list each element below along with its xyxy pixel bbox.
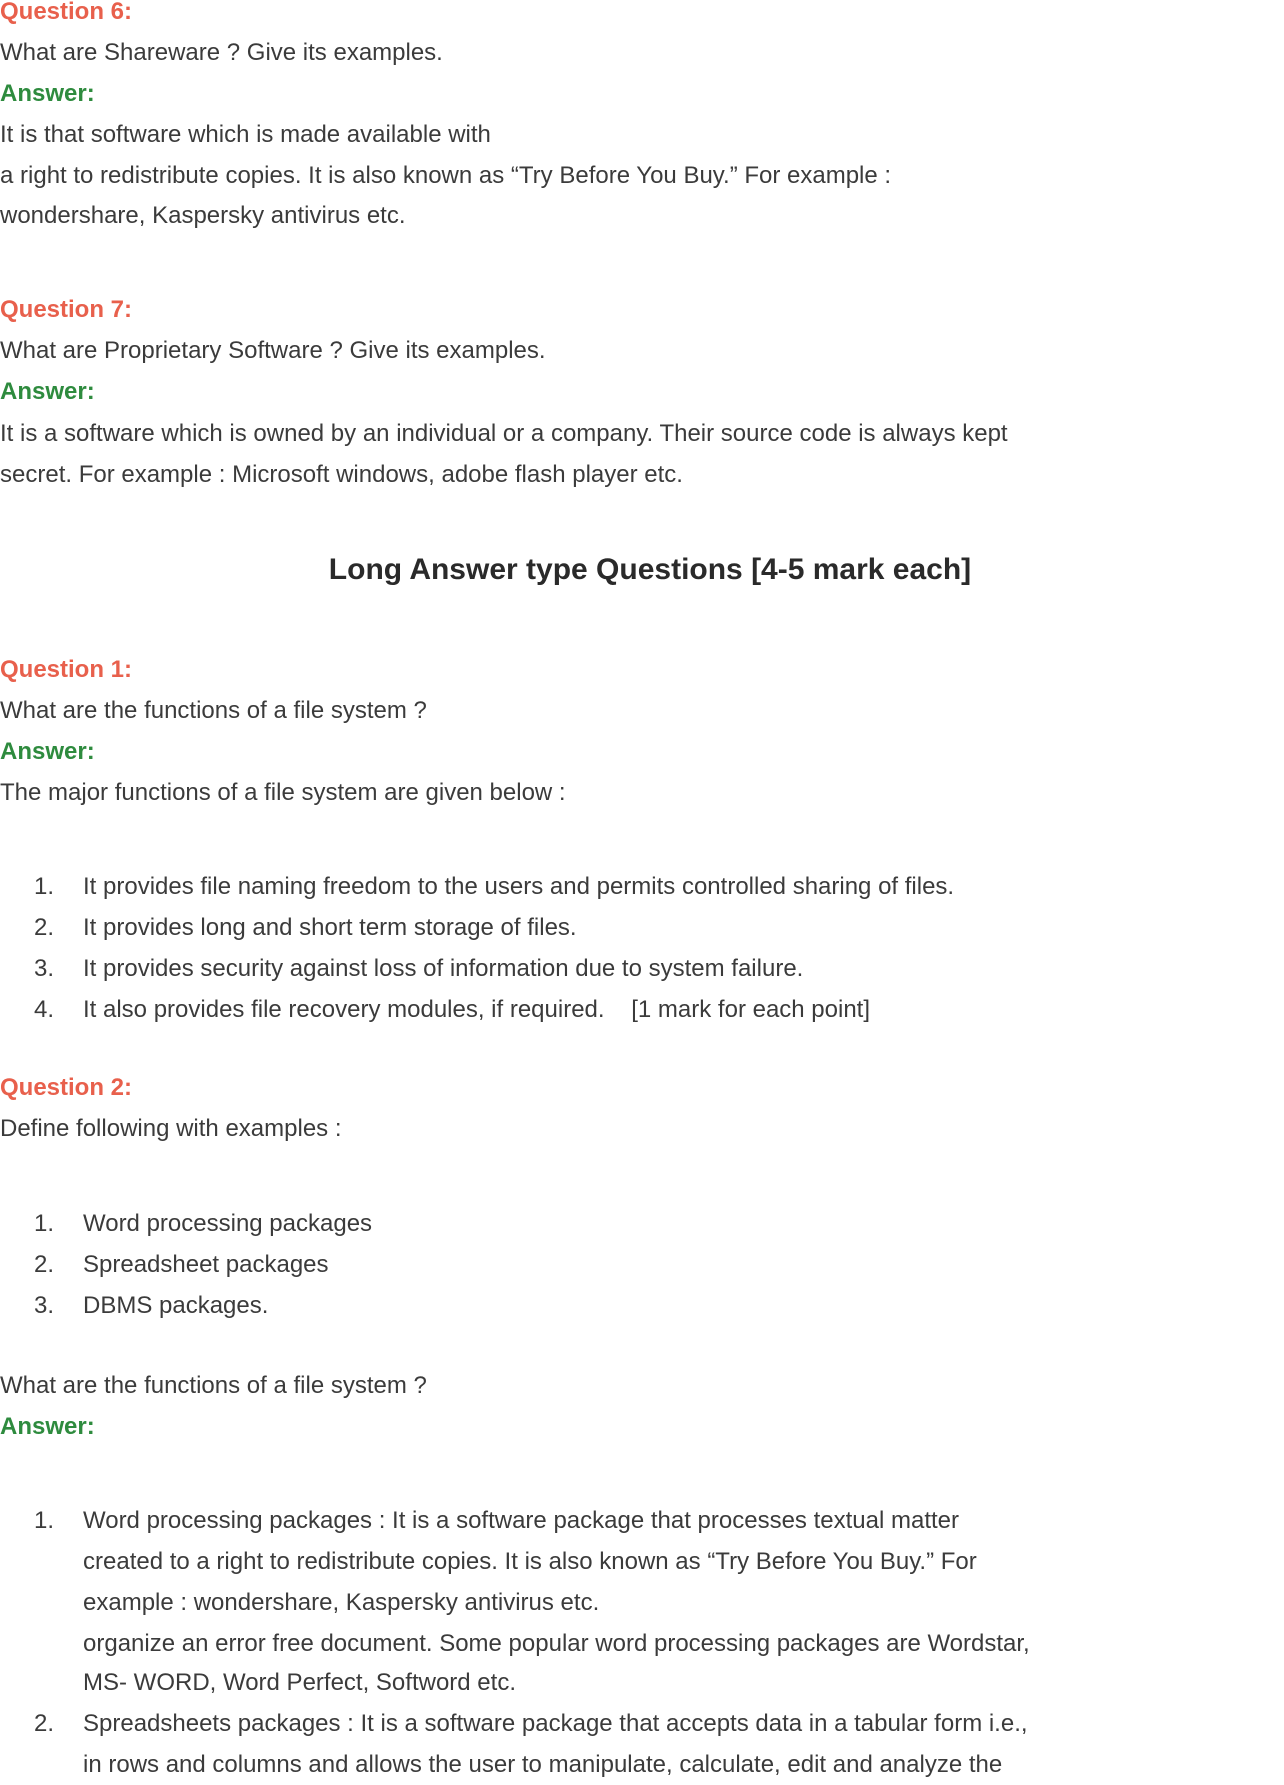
list-item — [0, 989, 1284, 1030]
answer-label: Answer: — [0, 378, 95, 405]
answer-line: created to a right to redistribute copies. It is also known as “Try Before You Buy.” For — [83, 1548, 977, 1575]
list-number: 3. — [34, 1292, 55, 1319]
list-text: It also provides file recovery modules, if required. [1 mark for each point] — [83, 996, 871, 1023]
list-number: 3. — [34, 955, 55, 982]
answer-line: organize an error free document. Some popular word processing packages are Wordstar, — [83, 1630, 1030, 1657]
answer-label: Answer: — [0, 738, 95, 765]
list-number: 1. — [34, 1507, 55, 1534]
list-text: It provides long and short term storage of files. — [83, 914, 577, 941]
list-number: 2. — [34, 1251, 55, 1278]
answer-label: Answer: — [0, 1413, 95, 1440]
question-label: Question 1: — [0, 656, 133, 683]
question-text: What are Shareware ? Give its examples. — [0, 39, 443, 66]
answer-intro: The major functions of a file system are given below : — [0, 779, 566, 806]
list-number: 2. — [34, 914, 55, 941]
question-text: What are Proprietary Software ? Give its examples. — [0, 337, 546, 364]
answer-line: It is that software which is made available with — [0, 121, 491, 148]
list-item — [0, 948, 1284, 989]
answer-line: secret. For example : Microsoft windows, adobe flash player etc. — [0, 461, 683, 488]
question-text: Define following with examples : — [0, 1115, 342, 1142]
list-item — [0, 907, 1284, 948]
list-text: It provides security against loss of information due to system failure. — [83, 955, 804, 982]
list-item — [0, 1203, 1284, 1244]
list-number: 1. — [34, 1210, 55, 1237]
list-text: It provides file naming freedom to the users and permits controlled sharing of files. — [83, 873, 955, 900]
question-label: Question 7: — [0, 296, 133, 323]
list-item — [0, 1244, 1284, 1285]
answer-line: It is a software which is owned by an individual or a company. Their source code is always kept — [0, 420, 1008, 447]
list-item — [0, 1285, 1284, 1326]
question-label: Question 2: — [0, 1074, 133, 1101]
question-text: What are the functions of a file system ? — [0, 1372, 427, 1399]
section-heading: Long Answer type Questions [4-5 mark each] — [328, 553, 972, 586]
list-text: Spreadsheet packages — [83, 1251, 329, 1278]
answer-line: in rows and columns and allows the user to manipulate, calculate, edit and analyze the — [83, 1751, 1003, 1778]
answer-line: example : wondershare, Kaspersky antivirus etc. — [83, 1589, 600, 1616]
list-text: DBMS packages. — [83, 1292, 269, 1319]
list-item — [0, 866, 1284, 907]
list-number: 2. — [34, 1710, 55, 1737]
question-text: What are the functions of a file system ? — [0, 697, 427, 724]
answer-line: MS- WORD, Word Perfect, Softword etc. — [83, 1669, 516, 1696]
question-label: Question 6: — [0, 0, 133, 25]
list-number: 1. — [34, 873, 55, 900]
answer-line: Word processing packages : It is a software package that processes textual matter — [83, 1507, 959, 1534]
answer-line: Spreadsheets packages : It is a software package that accepts data in a tabular form i.e., — [83, 1710, 1028, 1737]
answer-line: wondershare, Kaspersky antivirus etc. — [0, 202, 406, 229]
list-number: 4. — [34, 996, 55, 1023]
list-text: Word processing packages — [83, 1210, 373, 1237]
answer-label: Answer: — [0, 80, 95, 107]
answer-line: a right to redistribute copies. It is also known as “Try Before You Buy.” For example : — [0, 162, 892, 189]
